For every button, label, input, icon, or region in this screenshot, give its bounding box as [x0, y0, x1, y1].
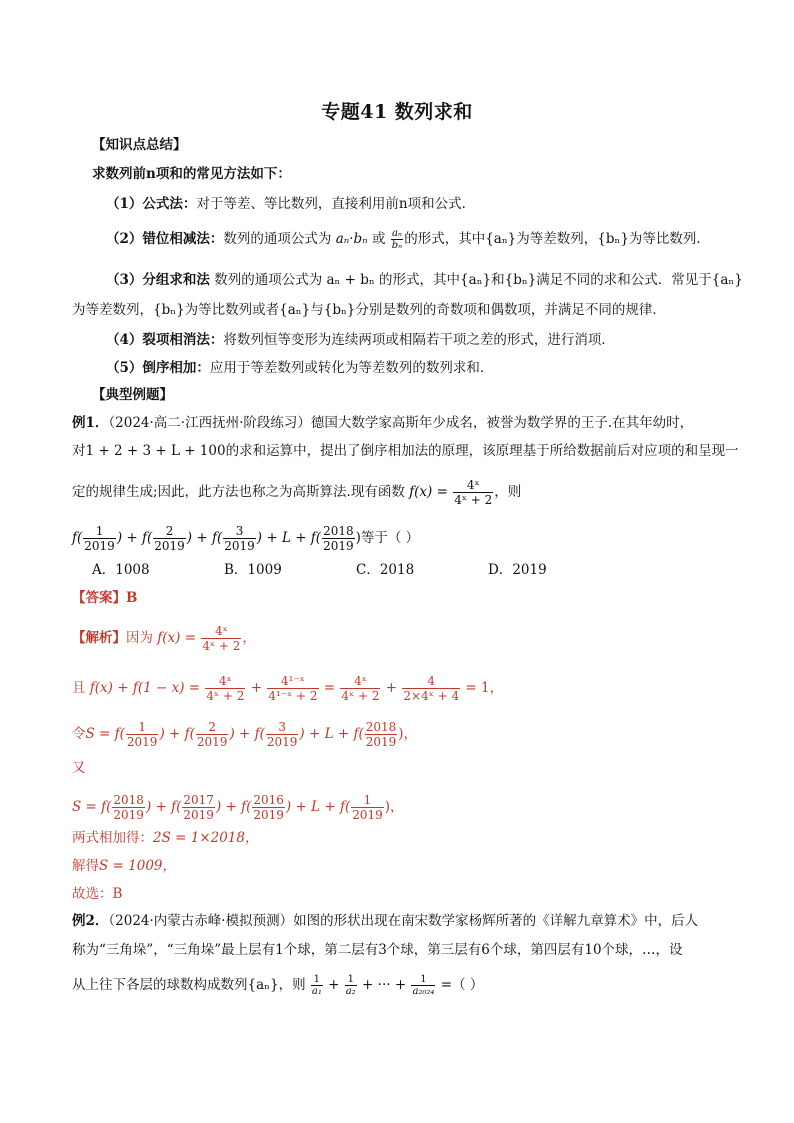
method-1 [106, 194, 475, 214]
method-2-text-a: 数列的通项公式为 [223, 231, 332, 247]
example-1-line-3: 定的规律生成;因此，此方法也称之为高斯算法.现有函数 f(x) = $\frac{\text{4ˣ}}{\text{4ˣ + 2}}$ ，则 [72, 478, 522, 507]
analysis-line-6: 解得S = 1009， [72, 858, 176, 874]
example-2-line-1: 例2．（2024·内蒙古赤峰·模拟预测）如图的形状出现在南宋数学家杨辉所著的《详解九章算术》中，后人 [72, 913, 699, 929]
example-1-sum-expression: f( $\frac{1}{2019}$ ) + f( $\frac{2}{2019}$ ) + f( $\frac{3}{2019}$ ) + L + f( $\frac{2018}{2019}$ )等于（ ） [72, 524, 420, 553]
example-2-label: 例2． [72, 913, 109, 929]
page-title: 专题41 数列求和 [321, 101, 473, 123]
method-3-head: （3）分组求和法 [106, 272, 210, 288]
option-c: C．2018 [356, 562, 415, 578]
example-1-answer: 【答案】B [72, 590, 138, 606]
analysis-line-1: 【解析】因为 f(x) = $\frac{\text{4ˣ}}{\text{4ˣ + 2}}$ ， [72, 624, 256, 653]
method-5-head: （5）倒序相加： [106, 360, 210, 376]
section-examples: 【典型例题】 [92, 387, 173, 403]
analysis-then: 又 [72, 760, 86, 776]
method-1-head: （1）公式法： [106, 196, 197, 212]
intro-line: 求数列前n项和的常见方法如下： [92, 166, 291, 182]
example-1-line-1: 例1．（2024·高二·江西抚州·阶段练习）德国大数学家高斯年少成名，被誉为数学界的王子.在其年幼时， [72, 415, 694, 431]
option-b: B．1009 [224, 562, 282, 578]
method-2-text-b: 的形式，其中{aₙ}为等差数列，{bₙ}为等比数列． [404, 231, 710, 247]
method-4-head: （4）裂项相消法： [106, 332, 224, 348]
method-2-expr: aₙ·bₙ [335, 231, 368, 247]
method-1-text: 对于等差、等比数列，直接利用前n项和公式． [196, 196, 476, 212]
analysis-line-4: S = f( $\frac{2018}{2019}$ ) + f( $\frac{2017}{2019}$ ) + f( $\frac{2016}{2019}$ ) + L + f( $\frac{1}{2019}$ )， [72, 793, 404, 822]
method-2 [106, 228, 710, 251]
method-4: （4）裂项相消法：将数列恒等变形为连续两项或相隔若干项之差的形式，进行消项． [106, 332, 615, 348]
method-2-head: （2）错位相减法： [106, 231, 224, 247]
section-knowledge: 【知识点总结】 [92, 137, 187, 153]
analysis-line-5: 两式相加得：2S = 1×2018， [72, 830, 259, 846]
method-3-line-2: 为等差数列，{bₙ}为等比数列或者{aₙ}与{bₙ}分别是数列的奇数项和偶数项，并满足不同的规律． [72, 302, 666, 318]
example-1-line-2: 对1 + 2 + 3 + L + 100的求和运算中，提出了倒序相加法的原理，该原理基于所给数据前后对应项的和呈现一 [72, 443, 739, 459]
option-a: A．1008 [92, 562, 150, 578]
example-1-options [92, 560, 620, 580]
method-3-line-1: （3）分组求和法 数列的通项公式为 aₙ + bₙ 的形式，其中{aₙ}和{bₙ}满足不同的求和公式．常见于{aₙ} [106, 272, 743, 288]
example-1-label: 例1． [72, 415, 109, 431]
analysis-line-2: 且 f(x) + f(1 − x) = $\frac{\text{4ˣ}}{\text{4ˣ + 2}}$ + $\frac{\text{4¹⁻ˣ}}{\text{4¹⁻ˣ + 2}}$ = $\frac{\text{4ˣ}}{\text{4ˣ + 2}}$ + $\frac{4}{\text{2×4ˣ + 4}}$ = 1， [72, 674, 504, 703]
option-d: D．2019 [488, 562, 547, 578]
method-2-fraction: $\frac{\text{aₙ}}{\text{bₙ}}$ [391, 228, 403, 251]
example-2-line-2: 称为“三角垛”，“三角垛”最上层有1个球，第二层有3个球，第三层有6个球，第四层有10个球，…，设 [72, 942, 683, 958]
method-2-or: 或 [371, 231, 386, 247]
method-5: （5）倒序相加：应用于等差数列或转化为等差数列的数列求和． [106, 360, 494, 376]
analysis-line-3: 令S = f( $\frac{1}{2019}$ ) + f( $\frac{2}{2019}$ ) + f( $\frac{3}{2019}$ ) + L + f( $\frac{2018}{2019}$ )， [72, 720, 418, 749]
analysis-choose: 故选：B [72, 886, 123, 902]
example-2-line-3: 从上往下各层的球数构成数列{aₙ}，则 $\frac{1}{\text{a₁}}$ + $\frac{1}{\text{a₂}}$ + ··· + $\frac{1}{\text{a₂₀₂₄}}$ =（ ） [72, 974, 484, 997]
fx-fraction: $\frac{\text{4ˣ}}{\text{4ˣ + 2}}$ [454, 478, 493, 507]
